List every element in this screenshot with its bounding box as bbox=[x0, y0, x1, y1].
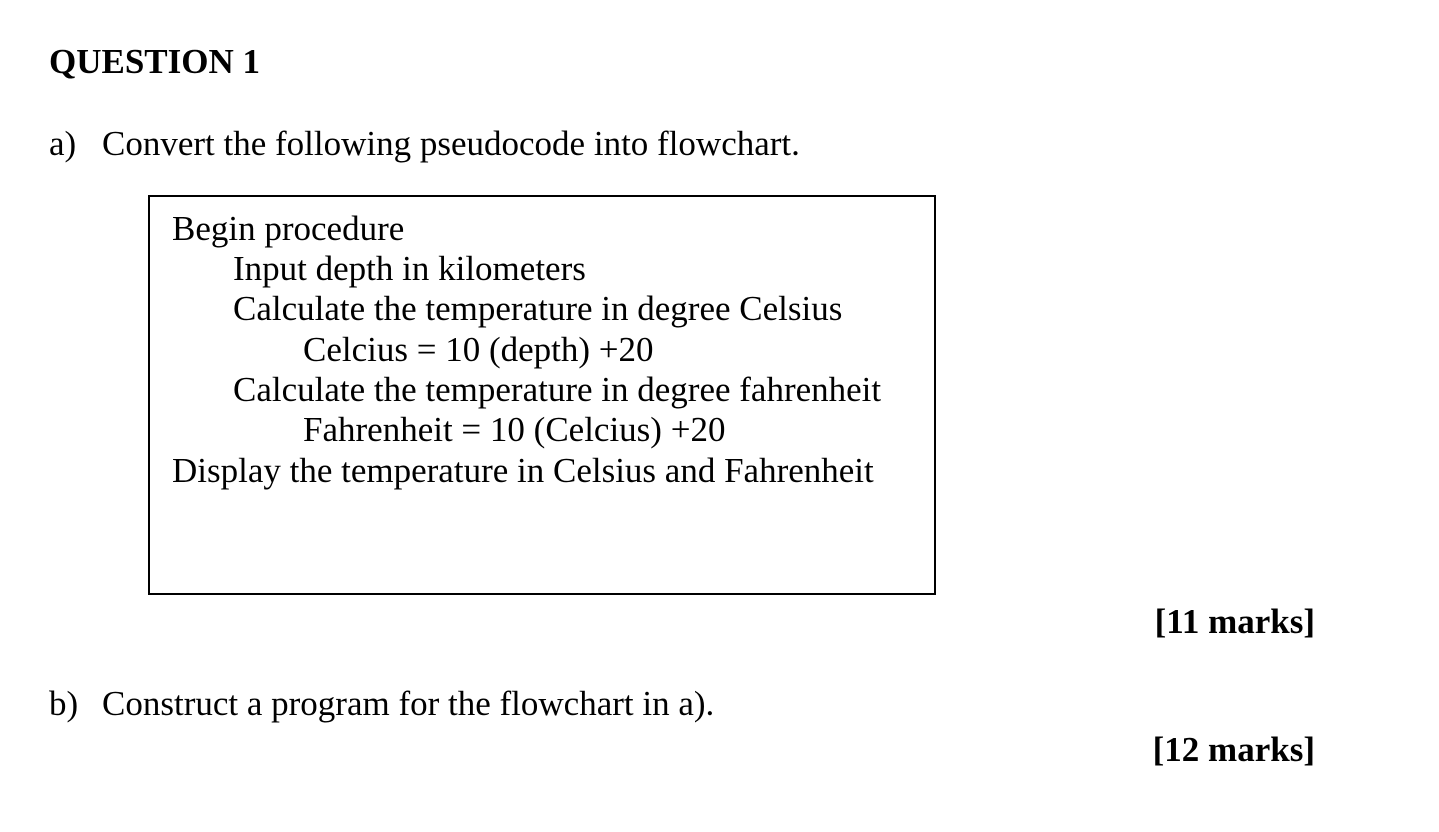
pseudocode-line-input: Input depth in kilometers bbox=[233, 249, 586, 288]
pseudocode-line-display: Display the temperature in Celsius and Fahrenheit bbox=[172, 451, 874, 490]
question-title: QUESTION 1 bbox=[49, 42, 261, 81]
pseudocode-line-begin: Begin procedure bbox=[172, 209, 405, 248]
pseudocode-line-celsius-formula: Celcius = 10 (depth) +20 bbox=[303, 330, 654, 369]
pseudocode-box bbox=[148, 195, 936, 595]
part-a-marks: [11 marks] bbox=[1154, 602, 1315, 641]
pseudocode-line-calc-fahrenheit: Calculate the temperature in degree fahrenheit bbox=[233, 370, 882, 409]
pseudocode-line-fahrenheit-formula: Fahrenheit = 10 (Celcius) +20 bbox=[303, 410, 726, 449]
pseudocode-line-calc-celsius: Calculate the temperature in degree Celsius bbox=[233, 289, 843, 328]
part-b-label: b) bbox=[49, 684, 79, 723]
part-b-marks: [12 marks] bbox=[1152, 730, 1315, 769]
part-a-text: Convert the following pseudocode into flowchart. bbox=[102, 124, 800, 163]
part-b-text: Construct a program for the flowchart in a). bbox=[102, 684, 715, 723]
part-a-label: a) bbox=[49, 124, 77, 163]
